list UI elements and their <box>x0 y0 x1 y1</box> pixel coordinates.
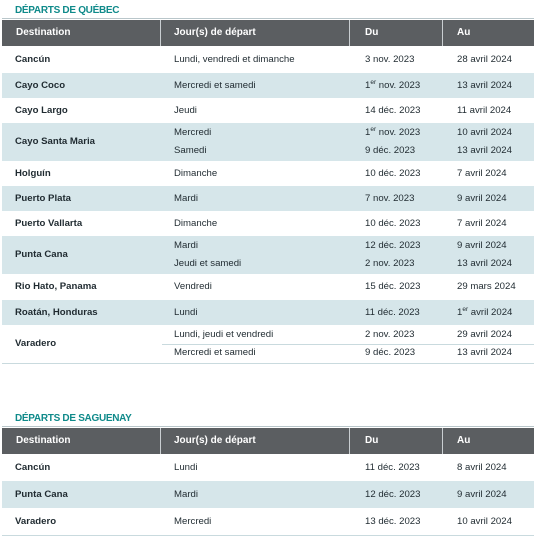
to-date-cell: 11 avril 2024 <box>457 104 512 116</box>
to-date-cell: 7 avril 2024 <box>457 217 507 229</box>
from-date-cell: 2 nov. 2023 <box>365 258 415 269</box>
from-date-cell: 11 déc. 2023 <box>365 462 420 473</box>
from-date-cell: 9 déc. 2023 <box>365 145 416 156</box>
to-date-cell: 13 avril 2024 <box>457 145 512 156</box>
to-date-cell: 10 avril 2024 <box>457 515 512 527</box>
from-date-cell: 3 nov. 2023 <box>365 54 415 65</box>
column-header-destination: Destination <box>16 435 71 446</box>
section-title-quebec: DÉPARTS DE QUÉBEC <box>15 5 120 16</box>
days-cell: Jeudi <box>174 104 197 116</box>
to-date-cell: 1er avril 2024 <box>457 305 513 318</box>
from-date-cell: 14 déc. 2023 <box>365 104 421 116</box>
from-date-cell: 12 déc. 2023 <box>365 240 421 251</box>
table-header <box>2 428 534 454</box>
column-header-destination: Destination <box>16 27 71 38</box>
from-date-cell: 15 déc. 2023 <box>365 281 421 292</box>
destination-cell: Cancún <box>15 462 51 473</box>
table-row <box>2 481 534 508</box>
column-divider <box>349 428 350 454</box>
destination-cell: Puerto Plata <box>15 192 71 204</box>
days-cell: Vendredi <box>174 281 212 292</box>
from-date-cell: 9 déc. 2023 <box>365 347 416 358</box>
destination-cell: Cayo Santa Maria <box>15 136 95 147</box>
days-cell: Dimanche <box>174 217 218 229</box>
days-cell: Samedi <box>174 145 207 156</box>
to-date-cell: 9 avril 2024 <box>457 240 507 251</box>
destination-cell: Cayo Coco <box>15 79 66 91</box>
from-date-cell: 13 déc. 2023 <box>365 515 421 527</box>
days-cell: Mardi <box>174 240 198 251</box>
to-date-cell: 10 avril 2024 <box>457 127 512 138</box>
destination-cell: Varadero <box>15 338 57 349</box>
column-header-to: Au <box>457 435 471 446</box>
to-date-cell: 13 avril 2024 <box>457 347 512 358</box>
destination-cell: Holguín <box>15 167 51 179</box>
days-cell: Lundi, jeudi et vendredi <box>174 329 274 340</box>
to-date-cell: 29 avril 2024 <box>457 329 512 340</box>
to-date-cell: 7 avril 2024 <box>457 167 507 179</box>
days-cell: Mercredi et samedi <box>174 79 256 91</box>
destination-cell: Rio Hato, Panama <box>15 281 97 292</box>
to-date-cell: 29 mars 2024 <box>457 281 516 292</box>
to-date-cell: 8 avril 2024 <box>457 462 507 473</box>
destination-cell: Punta Cana <box>15 488 68 500</box>
to-date-cell: 13 avril 2024 <box>457 258 512 269</box>
days-cell: Lundi <box>174 306 198 318</box>
days-cell: Jeudi et samedi <box>174 258 242 269</box>
table-row <box>2 455 534 481</box>
destination-cell: Roatán, Honduras <box>15 306 98 318</box>
from-date-cell: 10 déc. 2023 <box>365 167 421 179</box>
from-date-cell: 12 déc. 2023 <box>365 488 421 500</box>
days-cell: Dimanche <box>174 167 218 179</box>
from-date-cell: 1er nov. 2023 <box>365 125 421 138</box>
from-date-cell: 10 déc. 2023 <box>365 217 421 229</box>
column-header-days: Jour(s) de départ <box>174 27 256 38</box>
section-divider <box>2 426 534 427</box>
from-date-cell: 2 nov. 2023 <box>365 329 415 340</box>
from-date-cell: 1er nov. 2023 <box>365 78 421 91</box>
destination-cell: Varadero <box>15 515 57 527</box>
days-cell: Mercredi <box>174 127 212 138</box>
table-bottom-border <box>2 535 534 536</box>
section-title-saguenay: DÉPARTS DE SAGUENAY <box>15 413 132 424</box>
column-header-from: Du <box>365 435 379 446</box>
to-date-cell: 13 avril 2024 <box>457 79 512 91</box>
column-divider <box>160 428 161 454</box>
table-row <box>2 508 534 535</box>
column-header-from: Du <box>365 27 379 38</box>
from-date-cell: 11 déc. 2023 <box>365 306 420 318</box>
column-divider <box>442 428 443 454</box>
destination-cell: Punta Cana <box>15 249 68 260</box>
destination-cell: Cayo Largo <box>15 104 68 116</box>
column-header-days: Jour(s) de départ <box>174 435 256 446</box>
days-cell: Mercredi <box>174 515 212 527</box>
to-date-cell: 9 avril 2024 <box>457 488 507 500</box>
days-cell: Mardi <box>174 192 198 204</box>
to-date-cell: 9 avril 2024 <box>457 192 507 204</box>
days-cell: Lundi, vendredi et dimanche <box>174 54 295 65</box>
column-header-to: Au <box>457 27 471 38</box>
to-date-cell: 28 avril 2024 <box>457 54 512 65</box>
days-cell: Mardi <box>174 488 198 500</box>
from-date-cell: 7 nov. 2023 <box>365 192 415 204</box>
destination-cell: Puerto Vallarta <box>15 217 83 229</box>
destination-cell: Cancún <box>15 54 51 65</box>
days-cell: Lundi <box>174 462 198 473</box>
days-cell: Mercredi et samedi <box>174 347 256 358</box>
